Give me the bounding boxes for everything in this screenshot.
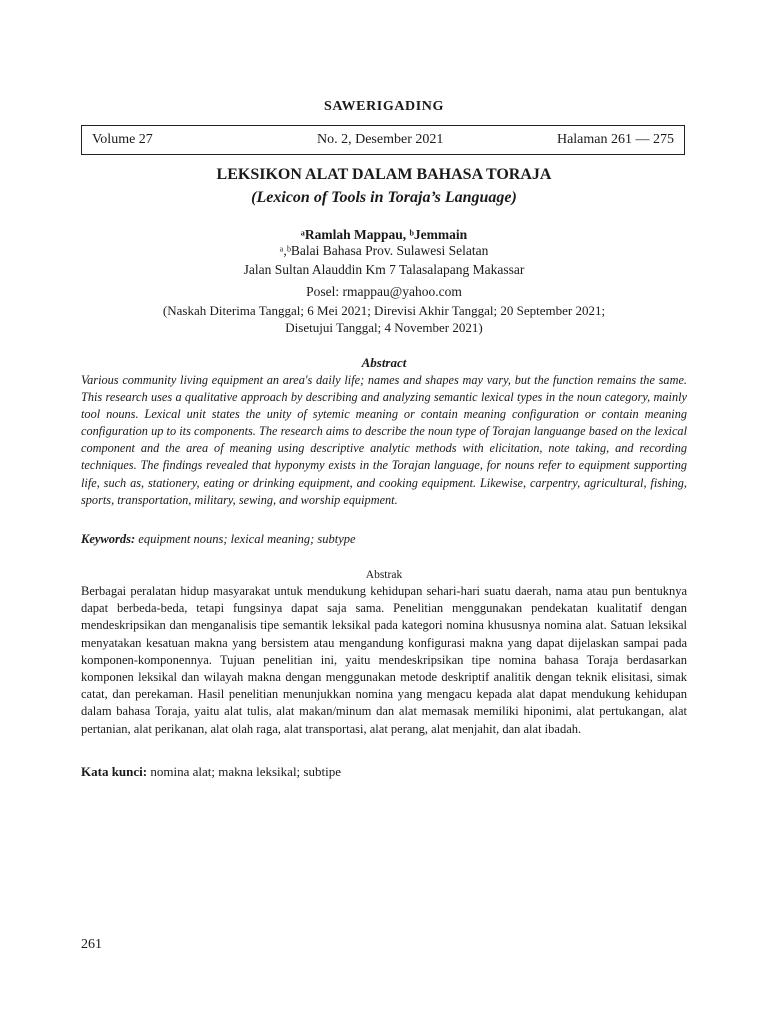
email: Posel: rmappau@yahoo.com — [306, 284, 462, 299]
article-title: LEKSIKON ALAT DALAM BAHASA TORAJA — [216, 166, 552, 183]
volume-label: Volume 27 — [92, 132, 153, 147]
keywords — [81, 532, 687, 547]
keywords-value: equipment nouns; lexical meaning; subtype — [135, 532, 356, 546]
abstract-text: Various community living equipment an area's daily life; names and shapes may vary, but the function remains the same. This research uses a qualitative approach by describing and analyzing semantic lexical types in the noun category, mainly tool nouns. Lexical unit states the unity of sytemic meaning or contain meaning configuration or contain meaning configuration up to its components. The research aims to describe the noun type of Torajan languange based on the lexical component and the area of meaning using descriptive analytic methods with elicitation, note taking, and recording techniques. The findings revealed that hyponymy exists in the Torajan language, for nouns refer to equipment supporting life, such as, stationery, eating or drinking equipment, and cooking equipment. Likewise, carpentry, agricultural, fishing, sports, transportation, military, sewing, and worship equipment. — [81, 373, 687, 507]
kata-kunci-label: Kata kunci: — [81, 764, 148, 779]
kata-kunci — [81, 764, 687, 780]
approval-date: Disetujui Tanggal; 4 November 2021) — [285, 320, 483, 335]
abstrak-heading: Abstrak — [365, 569, 403, 581]
volume-info-box — [81, 125, 685, 155]
pages-label: Halaman 261 — 275 — [556, 132, 674, 147]
abstrak-text: Berbagai peralatan hidup masyarakat untuk mendukung kehidupan sehari-hari suatu daerah, nama atau pun bentuknya dapat berbeda-beda, tetapi fungsinya dapat saja sama. Penelitian menggunakan pendekatan kualitatif dengan mendeskripsikan dan menganalisis tipe semantik leksikal pada kategori nomina khususnya nomina alat. Satuan leksikal menyatakan kesatuan makna yang bersistem atau mengandung konfigurasi makna yang dapat dijelaskan sampai pada komponen-komponennya. Tujuan penelitian ini, yaitu mendeskripsikan tipe nomina bahasa Toraja berdasarkan komponen leksikal dan wilayah makna dengan menggunakan metode deskriptif analitik dengan teknik elisitasi, simak catat, dan perekaman. Hasil penelitian menunjukkan nomina yang mengacu kepada alat dapat mendukung kehidupan dalam bahasa Toraja, yaitu alat tulis, alat makan/minum dan alat memasak memiliki hiponimi, alat pertukangan, alat pertanian, alat perikanan, alat olah raga, alat transportasi, alat perang, alat menjahit, dan alat ibadah. — [81, 584, 687, 736]
affiliation: ᵃ,ᵇBalai Bahasa Prov. Sulawesi Selatan — [279, 243, 489, 258]
submission-dates: (Naskah Diterima Tanggal; 6 Mei 2021; Direvisi Akhir Tanggal; 20 September 2021; — [162, 303, 606, 318]
address: Jalan Sultan Alauddin Km 7 Talasalapang Makassar — [243, 262, 525, 277]
page-number: 261 — [81, 937, 102, 952]
abstract-heading: Abstract — [361, 355, 407, 370]
kata-kunci-value: nomina alat; makna leksikal; subtipe — [147, 764, 341, 779]
keywords-label: Keywords: — [81, 532, 136, 546]
article-subtitle: (Lexicon of Tools in Toraja’s Language) — [251, 189, 517, 206]
issue-label: No. 2, Desember 2021 — [317, 132, 444, 147]
journal-name: SAWERIGADING — [324, 99, 444, 114]
authors: ᵃRamlah Mappau, ᵇJemmain — [300, 227, 468, 242]
